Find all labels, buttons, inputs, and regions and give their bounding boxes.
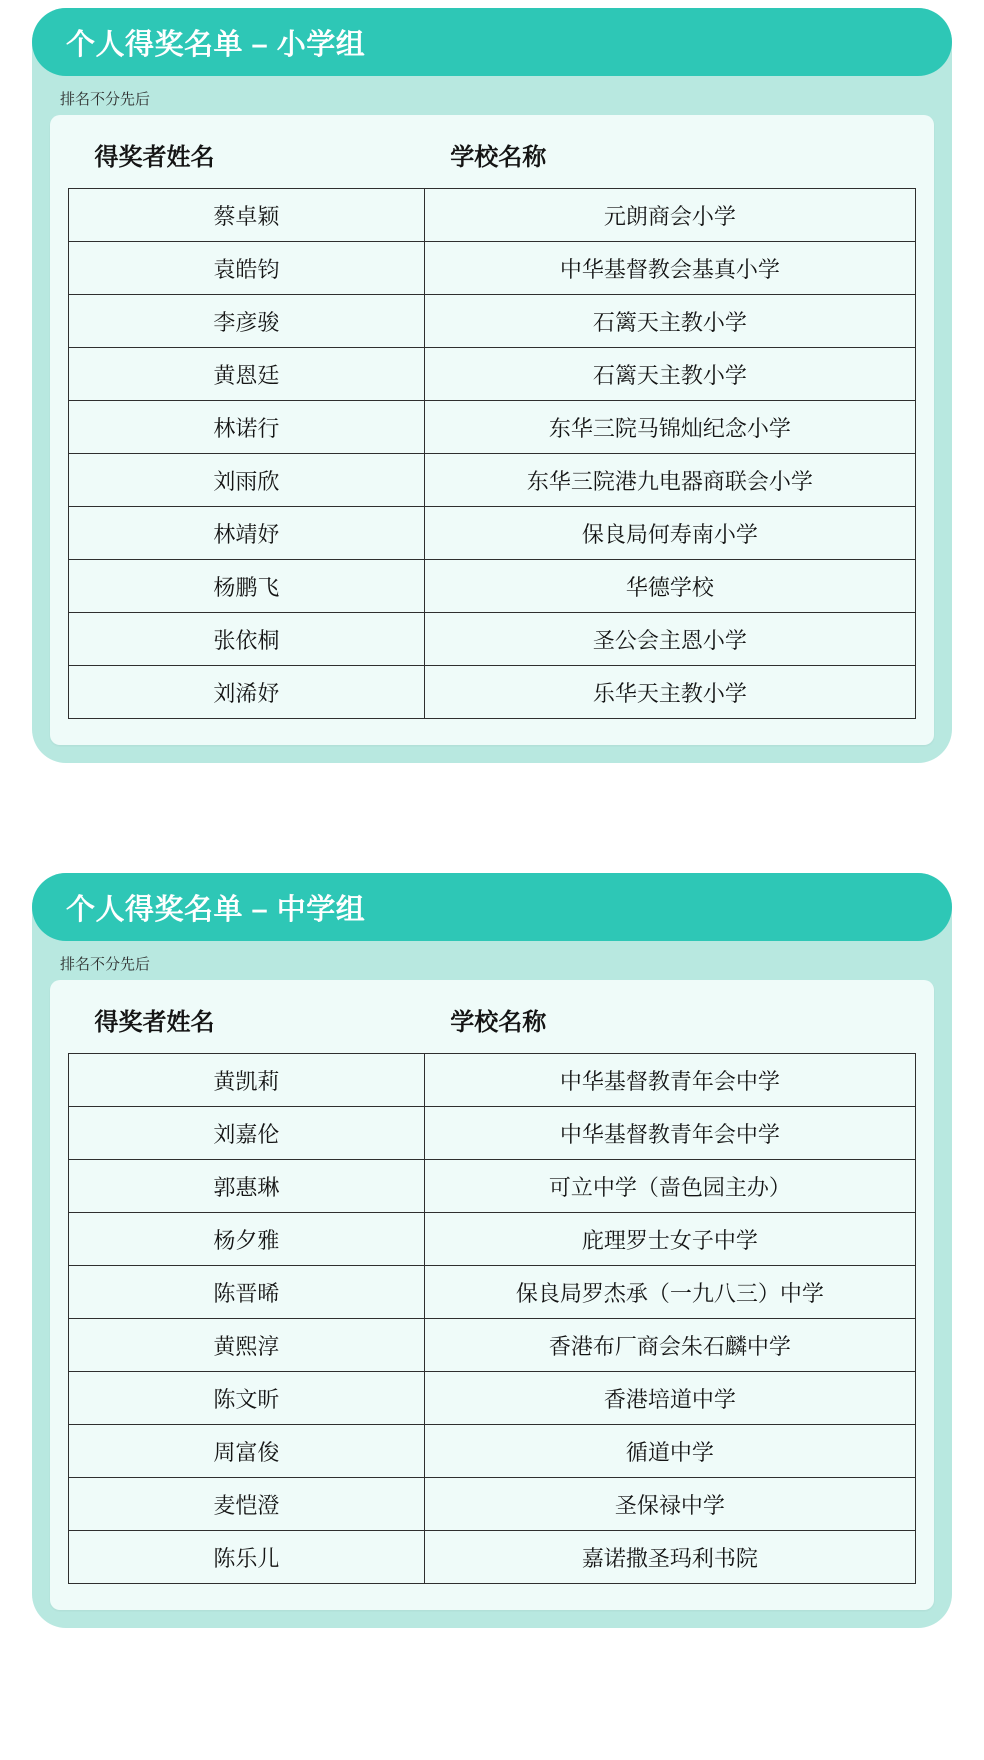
bottom-spacer (0, 1628, 984, 1688)
panel-header-secondary (32, 873, 952, 941)
cell-name: 刘浠妤 (69, 666, 425, 719)
panel-header-primary (32, 8, 952, 76)
cell-school: 嘉诺撒圣玛利书院 (424, 1531, 915, 1584)
table-row (69, 1054, 916, 1107)
table-row (69, 1266, 916, 1319)
cell-school: 中华基督教青年会中学 (424, 1054, 915, 1107)
cell-name: 林诺行 (69, 401, 425, 454)
cell-school: 元朗商会小学 (424, 189, 915, 242)
table-card-secondary (50, 980, 934, 1610)
table-row (69, 401, 916, 454)
cell-school: 保良局何寿南小学 (424, 507, 915, 560)
table-row (69, 1319, 916, 1372)
section-divider (0, 763, 984, 873)
table-row (69, 454, 916, 507)
table-row (69, 189, 916, 242)
column-header-name: 得奖者姓名 (94, 144, 215, 171)
cell-name: 黄凯莉 (69, 1054, 425, 1107)
table-row (69, 1372, 916, 1425)
cell-name: 郭惠琳 (69, 1160, 425, 1213)
cell-school: 乐华天主教小学 (424, 666, 915, 719)
cell-school: 圣保禄中学 (424, 1478, 915, 1531)
panel-primary (32, 8, 952, 763)
cell-name: 黄恩廷 (69, 348, 425, 401)
table-row (69, 1107, 916, 1160)
table-row (69, 1213, 916, 1266)
cell-school: 东华三院马锦灿纪念小学 (424, 401, 915, 454)
cell-school: 可立中学（啬色园主办） (424, 1160, 915, 1213)
column-header-name: 得奖者姓名 (94, 1009, 215, 1036)
table-card-primary (50, 115, 934, 745)
cell-school: 石篱天主教小学 (424, 295, 915, 348)
table-row (69, 242, 916, 295)
award-table-primary (68, 131, 916, 719)
table-header-row (69, 131, 916, 189)
table-row (69, 507, 916, 560)
cell-school: 香港培道中学 (424, 1372, 915, 1425)
cell-name: 陈乐儿 (69, 1531, 425, 1584)
table-row (69, 1160, 916, 1213)
cell-school: 循道中学 (424, 1425, 915, 1478)
table-header-row (69, 996, 916, 1054)
column-header-school: 学校名称 (450, 144, 547, 171)
column-header-school: 学校名称 (450, 1009, 547, 1036)
cell-school: 中华基督教会基真小学 (424, 242, 915, 295)
panel-secondary (32, 873, 952, 1628)
table-row (69, 1478, 916, 1531)
award-section-secondary (32, 873, 952, 1628)
cell-school: 庇理罗士女子中学 (424, 1213, 915, 1266)
cell-name: 麦恺澄 (69, 1478, 425, 1531)
table-row (69, 1531, 916, 1584)
cell-name: 陈文昕 (69, 1372, 425, 1425)
cell-school: 香港布厂商会朱石麟中学 (424, 1319, 915, 1372)
cell-school: 中华基督教青年会中学 (424, 1107, 915, 1160)
cell-school: 华德学校 (424, 560, 915, 613)
table-row (69, 348, 916, 401)
cell-name: 杨鹏飞 (69, 560, 425, 613)
table-row (69, 666, 916, 719)
page-title-secondary: 个人得奖名单 – 中学组 (66, 893, 366, 926)
cell-name: 刘雨欣 (69, 454, 425, 507)
cell-school: 保良局罗杰承（一九八三）中学 (424, 1266, 915, 1319)
cell-school: 石篱天主教小学 (424, 348, 915, 401)
cell-name: 陈晋晞 (69, 1266, 425, 1319)
page-title-primary: 个人得奖名单 – 小学组 (66, 28, 366, 61)
table-row (69, 560, 916, 613)
table-row (69, 613, 916, 666)
award-section-primary (32, 0, 952, 763)
cell-name: 周富俊 (69, 1425, 425, 1478)
cell-name: 袁皓钧 (69, 242, 425, 295)
cell-name: 刘嘉伦 (69, 1107, 425, 1160)
cell-name: 林靖妤 (69, 507, 425, 560)
cell-name: 李彦骏 (69, 295, 425, 348)
ranking-note-secondary: 排名不分先后 (60, 956, 151, 973)
cell-name: 黄熙淳 (69, 1319, 425, 1372)
table-row (69, 295, 916, 348)
cell-name: 杨夕雅 (69, 1213, 425, 1266)
ranking-note-primary: 排名不分先后 (60, 91, 151, 108)
table-row (69, 1425, 916, 1478)
cell-school: 圣公会主恩小学 (424, 613, 915, 666)
cell-name: 张依桐 (69, 613, 425, 666)
cell-school: 东华三院港九电器商联会小学 (424, 454, 915, 507)
award-table-secondary (68, 996, 916, 1584)
cell-name: 蔡卓颖 (69, 189, 425, 242)
